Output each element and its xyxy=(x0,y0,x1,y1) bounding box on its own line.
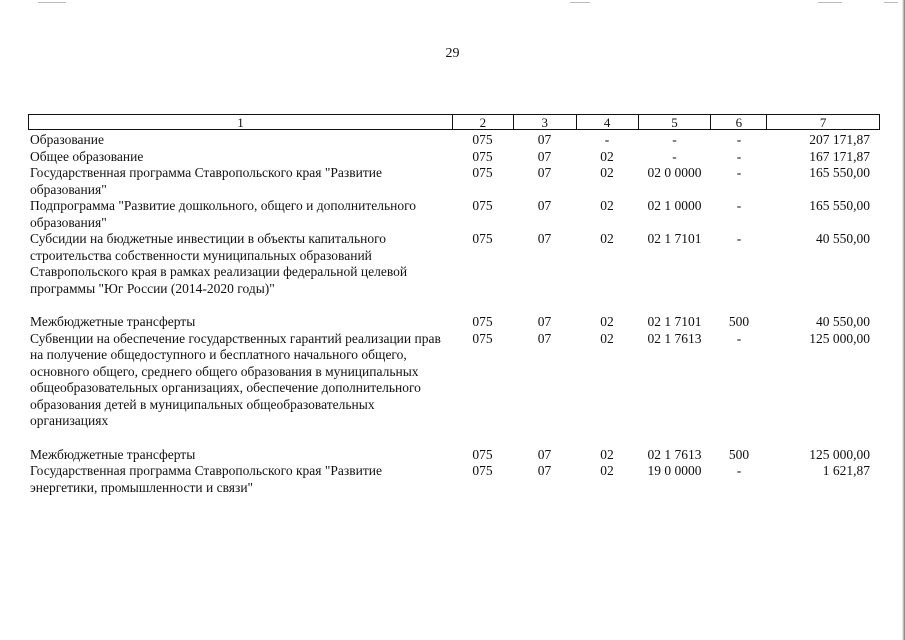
row-col-2: 075 xyxy=(472,463,493,478)
row-col-7: 125 000,00 xyxy=(809,330,870,346)
row-col-3: 07 xyxy=(537,198,552,213)
row-col-7: 165 550,00 xyxy=(809,198,870,213)
table-row xyxy=(28,165,880,198)
header-col-6: 6 xyxy=(710,115,766,129)
row-col-6: - xyxy=(736,463,742,478)
row-col-3: 07 xyxy=(537,330,552,346)
row-col-7: 1 621,87 xyxy=(822,463,870,478)
row-col-3: 07 xyxy=(537,314,552,329)
row-col-7: 207 171,87 xyxy=(809,132,870,147)
row-col-2: 075 xyxy=(472,330,493,346)
header-col-3: 3 xyxy=(513,115,576,129)
row-col-2: 075 xyxy=(472,148,493,164)
row-col-4: 02 xyxy=(600,314,614,329)
row-col-5: 02 1 7101 xyxy=(647,231,702,246)
row-col-3: 07 xyxy=(537,231,552,246)
table-row xyxy=(28,149,880,166)
row-col-3: 07 xyxy=(537,165,552,180)
row-col-7: 125 000,00 xyxy=(809,446,870,462)
table-body xyxy=(28,132,880,496)
row-name: Подпрограмма "Развитие дошкольного, общего и дополнительного образования" xyxy=(30,198,417,230)
table-row xyxy=(28,447,880,464)
header-col-7: 7 xyxy=(766,115,879,129)
row-col-4: - xyxy=(604,132,610,147)
row-col-2: 075 xyxy=(472,165,493,180)
row-col-2: 075 xyxy=(472,132,493,147)
row-col-5: 02 1 7613 xyxy=(647,330,702,346)
row-col-3: 07 xyxy=(537,148,552,164)
row-col-4: 02 xyxy=(600,198,614,213)
row-col-4: 02 xyxy=(600,148,614,164)
row-col-2: 075 xyxy=(472,314,493,329)
row-col-4: 02 xyxy=(600,330,614,346)
row-col-7: 165 550,00 xyxy=(809,165,870,180)
row-col-5: 02 0 0000 xyxy=(647,165,702,180)
table-row xyxy=(28,314,880,331)
row-col-6: - xyxy=(736,231,742,246)
row-col-3: 07 xyxy=(537,446,552,462)
row-name: Образование xyxy=(30,132,104,147)
row-col-2: 075 xyxy=(472,446,493,462)
row-col-4: 02 xyxy=(600,463,614,478)
page-number: 29 xyxy=(445,46,460,61)
row-col-5: - xyxy=(672,132,677,147)
row-col-6: - xyxy=(736,330,742,346)
table-header-row xyxy=(28,114,880,130)
row-col-2: 075 xyxy=(472,198,493,213)
row-col-5: - xyxy=(672,148,677,164)
row-col-5: 19 0 0000 xyxy=(647,463,702,478)
table-row xyxy=(28,463,880,496)
table-row xyxy=(28,231,880,297)
row-name: Межбюджетные трансферты xyxy=(30,314,196,329)
row-col-6: - xyxy=(736,132,742,147)
row-col-7: 167 171,87 xyxy=(809,148,870,164)
table-row xyxy=(28,198,880,231)
row-col-6: 500 xyxy=(728,446,750,462)
scan-artifact-top xyxy=(0,0,905,6)
row-col-6: 500 xyxy=(728,314,750,329)
row-name: Государственная программа Ставропольского края "Развитие энергетики, промышленности и связи" xyxy=(30,463,382,495)
table-row xyxy=(28,331,880,430)
row-name: Межбюджетные трансферты xyxy=(30,446,196,462)
row-col-5: 02 1 7101 xyxy=(647,314,702,329)
row-col-2: 075 xyxy=(472,231,493,246)
row-name: Субсидии на бюджетные инвестиции в объекты капитального строительства собственности муниципальных образований Ставропольского края в рамках реализации федеральной целевой программы "Юг России (2014-2020 годы)" xyxy=(30,231,408,296)
header-col-5: 5 xyxy=(638,115,711,129)
row-col-4: 02 xyxy=(600,446,614,462)
row-col-6: - xyxy=(736,148,742,164)
header-col-2: 2 xyxy=(452,115,513,129)
row-col-4: 02 xyxy=(600,165,614,180)
row-col-3: 07 xyxy=(537,132,552,147)
row-col-5: 02 1 7613 xyxy=(647,446,702,462)
row-col-7: 40 550,00 xyxy=(816,314,870,329)
row-name: Общее образование xyxy=(30,148,144,164)
row-col-4: 02 xyxy=(600,231,614,246)
row-col-6: - xyxy=(736,198,742,213)
row-col-7: 40 550,00 xyxy=(816,231,870,246)
row-name: Субвенции на обеспечение государственных гарантий реализации прав на получение общедоступного и бесплатного начального общего, основного общего, среднего общего образования в муниципальных общеобразовательных организациях, обеспечение дополнительного образования детей в муниципальных общеобразовательных организациях xyxy=(30,330,441,428)
header-col-4: 4 xyxy=(576,115,638,129)
row-col-6: - xyxy=(736,165,742,180)
header-col-1: 1 xyxy=(237,115,244,130)
row-name: Государственная программа Ставропольского края "Развитие образования" xyxy=(30,165,382,197)
row-col-3: 07 xyxy=(537,463,552,478)
table-row xyxy=(28,132,880,149)
row-col-5: 02 1 0000 xyxy=(647,198,702,213)
